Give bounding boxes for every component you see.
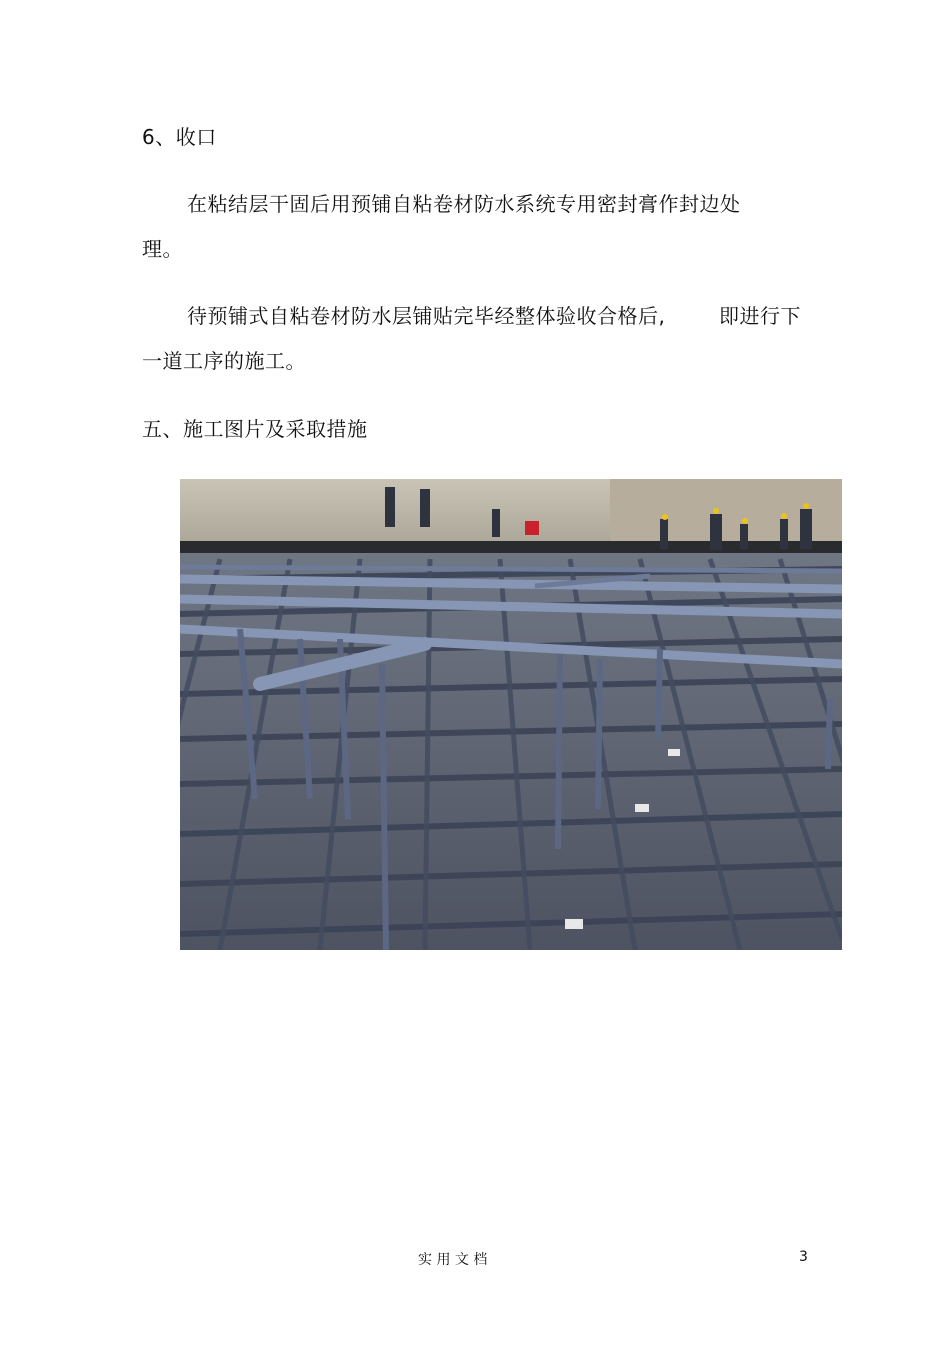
rebar-photo-illustration	[180, 479, 842, 950]
paragraph-1-line-1: 在粘结层干固后用预铺自粘卷材防水系统专用密封膏作封边处	[187, 192, 741, 216]
section-heading-5: 五、施工图片及采取措施	[142, 417, 368, 441]
section-heading-6: 6、收口	[142, 125, 217, 149]
page-number: 3	[799, 1249, 808, 1265]
footer-center-text: 实 用 文 档	[418, 1252, 488, 1268]
paragraph-1-line-2: 理。	[142, 237, 183, 261]
construction-photo	[180, 479, 842, 950]
paragraph-2-line-1-part-a: 待预铺式自粘卷材防水层铺贴完毕经整体验收合格后,	[187, 304, 666, 328]
paragraph-2-line-2: 一道工序的施工。	[142, 349, 306, 373]
paragraph-2-line-1-part-b: 即进行下	[719, 304, 801, 328]
